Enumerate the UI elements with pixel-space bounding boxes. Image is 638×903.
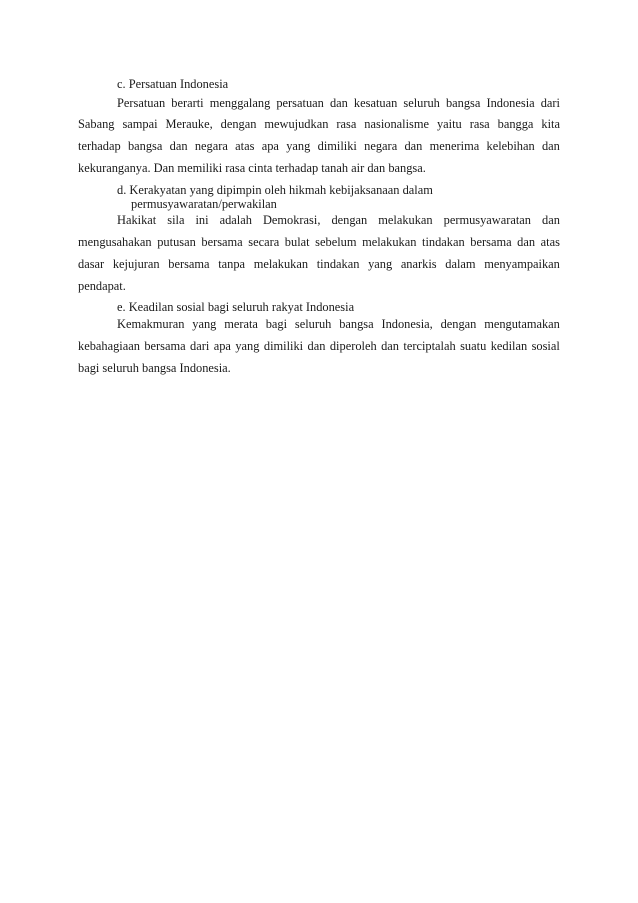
line-text: Sabang <box>78 117 115 131</box>
word: dalam <box>445 257 476 271</box>
word: dan <box>404 139 423 153</box>
word: sebelum <box>315 235 357 249</box>
word: menggalang <box>209 96 271 110</box>
word: tanpa <box>218 257 246 271</box>
word: Merauke, <box>165 117 213 131</box>
section-c-heading: c. Persatuan Indonesia <box>117 77 229 91</box>
word: dari <box>190 339 210 353</box>
word: melakukan <box>378 213 433 227</box>
line-text: Persatuan <box>117 96 166 110</box>
line-text: Hakikat <box>117 213 157 227</box>
word: dan <box>381 339 399 353</box>
word: yang <box>192 317 217 331</box>
word: tindakan <box>316 257 360 271</box>
word: negara <box>194 139 228 153</box>
word: adalah <box>219 213 252 227</box>
word: seluruh <box>403 96 440 110</box>
word: bersama <box>201 235 243 249</box>
word: bulat <box>284 235 310 249</box>
word: bersama <box>470 235 512 249</box>
word: atas <box>540 235 560 249</box>
section-d-heading: d. Kerakyatan yang dipimpin oleh hikmah kebijaksanaan dalam <box>117 183 433 197</box>
word: sila <box>167 213 185 227</box>
word: mewujudkan <box>264 117 329 131</box>
word: bersama <box>168 257 210 271</box>
section-c-line-2 <box>78 117 560 131</box>
word: dimiliki <box>317 139 357 153</box>
word: putusan <box>157 235 196 249</box>
word: tindakan <box>422 235 465 249</box>
word: dan <box>517 235 536 249</box>
word: diperoleh <box>329 339 377 353</box>
word: rasa <box>336 117 357 131</box>
word: bangsa <box>339 317 374 331</box>
word: Demokrasi, <box>262 213 321 227</box>
word: mengutamakan <box>484 317 560 331</box>
line-text: dasar <box>78 257 105 271</box>
word: dan <box>307 339 326 353</box>
word: dengan <box>440 317 477 331</box>
word: bersama <box>144 339 186 353</box>
word: nasionalisme <box>364 117 429 131</box>
line-text: mengusahakan <box>78 235 152 249</box>
section-e-heading: e. Keadilan sosial bagi seluruh rakyat Indonesia <box>117 300 355 314</box>
word: ini <box>195 213 209 227</box>
word: Indonesia <box>486 96 535 110</box>
section-c-line-3 <box>78 139 560 153</box>
word: permusyawaratan <box>443 213 532 227</box>
section-c-line-4: kekuranganya. Dan memiliki rasa cinta terhadap tanah air dan bangsa. <box>78 161 426 175</box>
word: dengan <box>331 213 368 227</box>
section-d-heading-cont: permusyawaratan/perwakilan <box>131 197 277 211</box>
section-e-line-1 <box>117 317 560 331</box>
word: apa <box>261 139 279 153</box>
word: dan <box>169 139 188 153</box>
word: menerima <box>429 139 480 153</box>
word: yang <box>286 139 311 153</box>
word: berarti <box>171 96 204 110</box>
word: sampai <box>122 117 158 131</box>
word: dan <box>542 213 560 227</box>
word: dengan <box>220 117 257 131</box>
word: kesatuan <box>353 96 398 110</box>
line-text: terhadap <box>78 139 121 153</box>
word: melakukan <box>362 235 417 249</box>
word: seluruh <box>294 317 332 331</box>
line-text: Kemakmuran <box>117 317 185 331</box>
word: terciptalah <box>403 339 456 353</box>
word: bangga <box>497 117 534 131</box>
word: kelebihan <box>486 139 535 153</box>
word: kedilan <box>490 339 528 353</box>
section-d-line-4: pendapat. <box>78 279 126 293</box>
word: dimiliki <box>263 339 304 353</box>
section-d-line-2 <box>78 235 560 249</box>
word: kita <box>541 117 560 131</box>
section-d-line-3 <box>78 257 560 271</box>
word: secara <box>248 235 280 249</box>
word: yang <box>368 257 393 271</box>
section-d-line-1 <box>117 213 560 227</box>
word: dari <box>540 96 560 110</box>
word: melakukan <box>253 257 309 271</box>
word: dan <box>329 96 348 110</box>
word: apa <box>213 339 231 353</box>
word: bangsa <box>127 139 163 153</box>
word: kejujuran <box>112 257 160 271</box>
word: merata <box>224 317 258 331</box>
word: yang <box>235 339 260 353</box>
word: bagi <box>265 317 288 331</box>
word: bangsa <box>445 96 481 110</box>
word: menyampaikan <box>484 257 560 271</box>
word: persatuan <box>276 96 324 110</box>
word: anarkis <box>400 257 437 271</box>
section-e-line-3: bagi seluruh bangsa Indonesia. <box>78 361 231 375</box>
section-c-line-1 <box>117 96 560 110</box>
word: sosial <box>531 339 560 353</box>
word: rasa <box>469 117 490 131</box>
word: atas <box>235 139 255 153</box>
line-text: kebahagiaan <box>78 339 140 353</box>
word: suatu <box>460 339 487 353</box>
word: yaitu <box>436 117 462 131</box>
word: dan <box>541 139 560 153</box>
word: Indonesia, <box>381 317 433 331</box>
word: negara <box>364 139 398 153</box>
section-e-line-2 <box>78 339 560 353</box>
